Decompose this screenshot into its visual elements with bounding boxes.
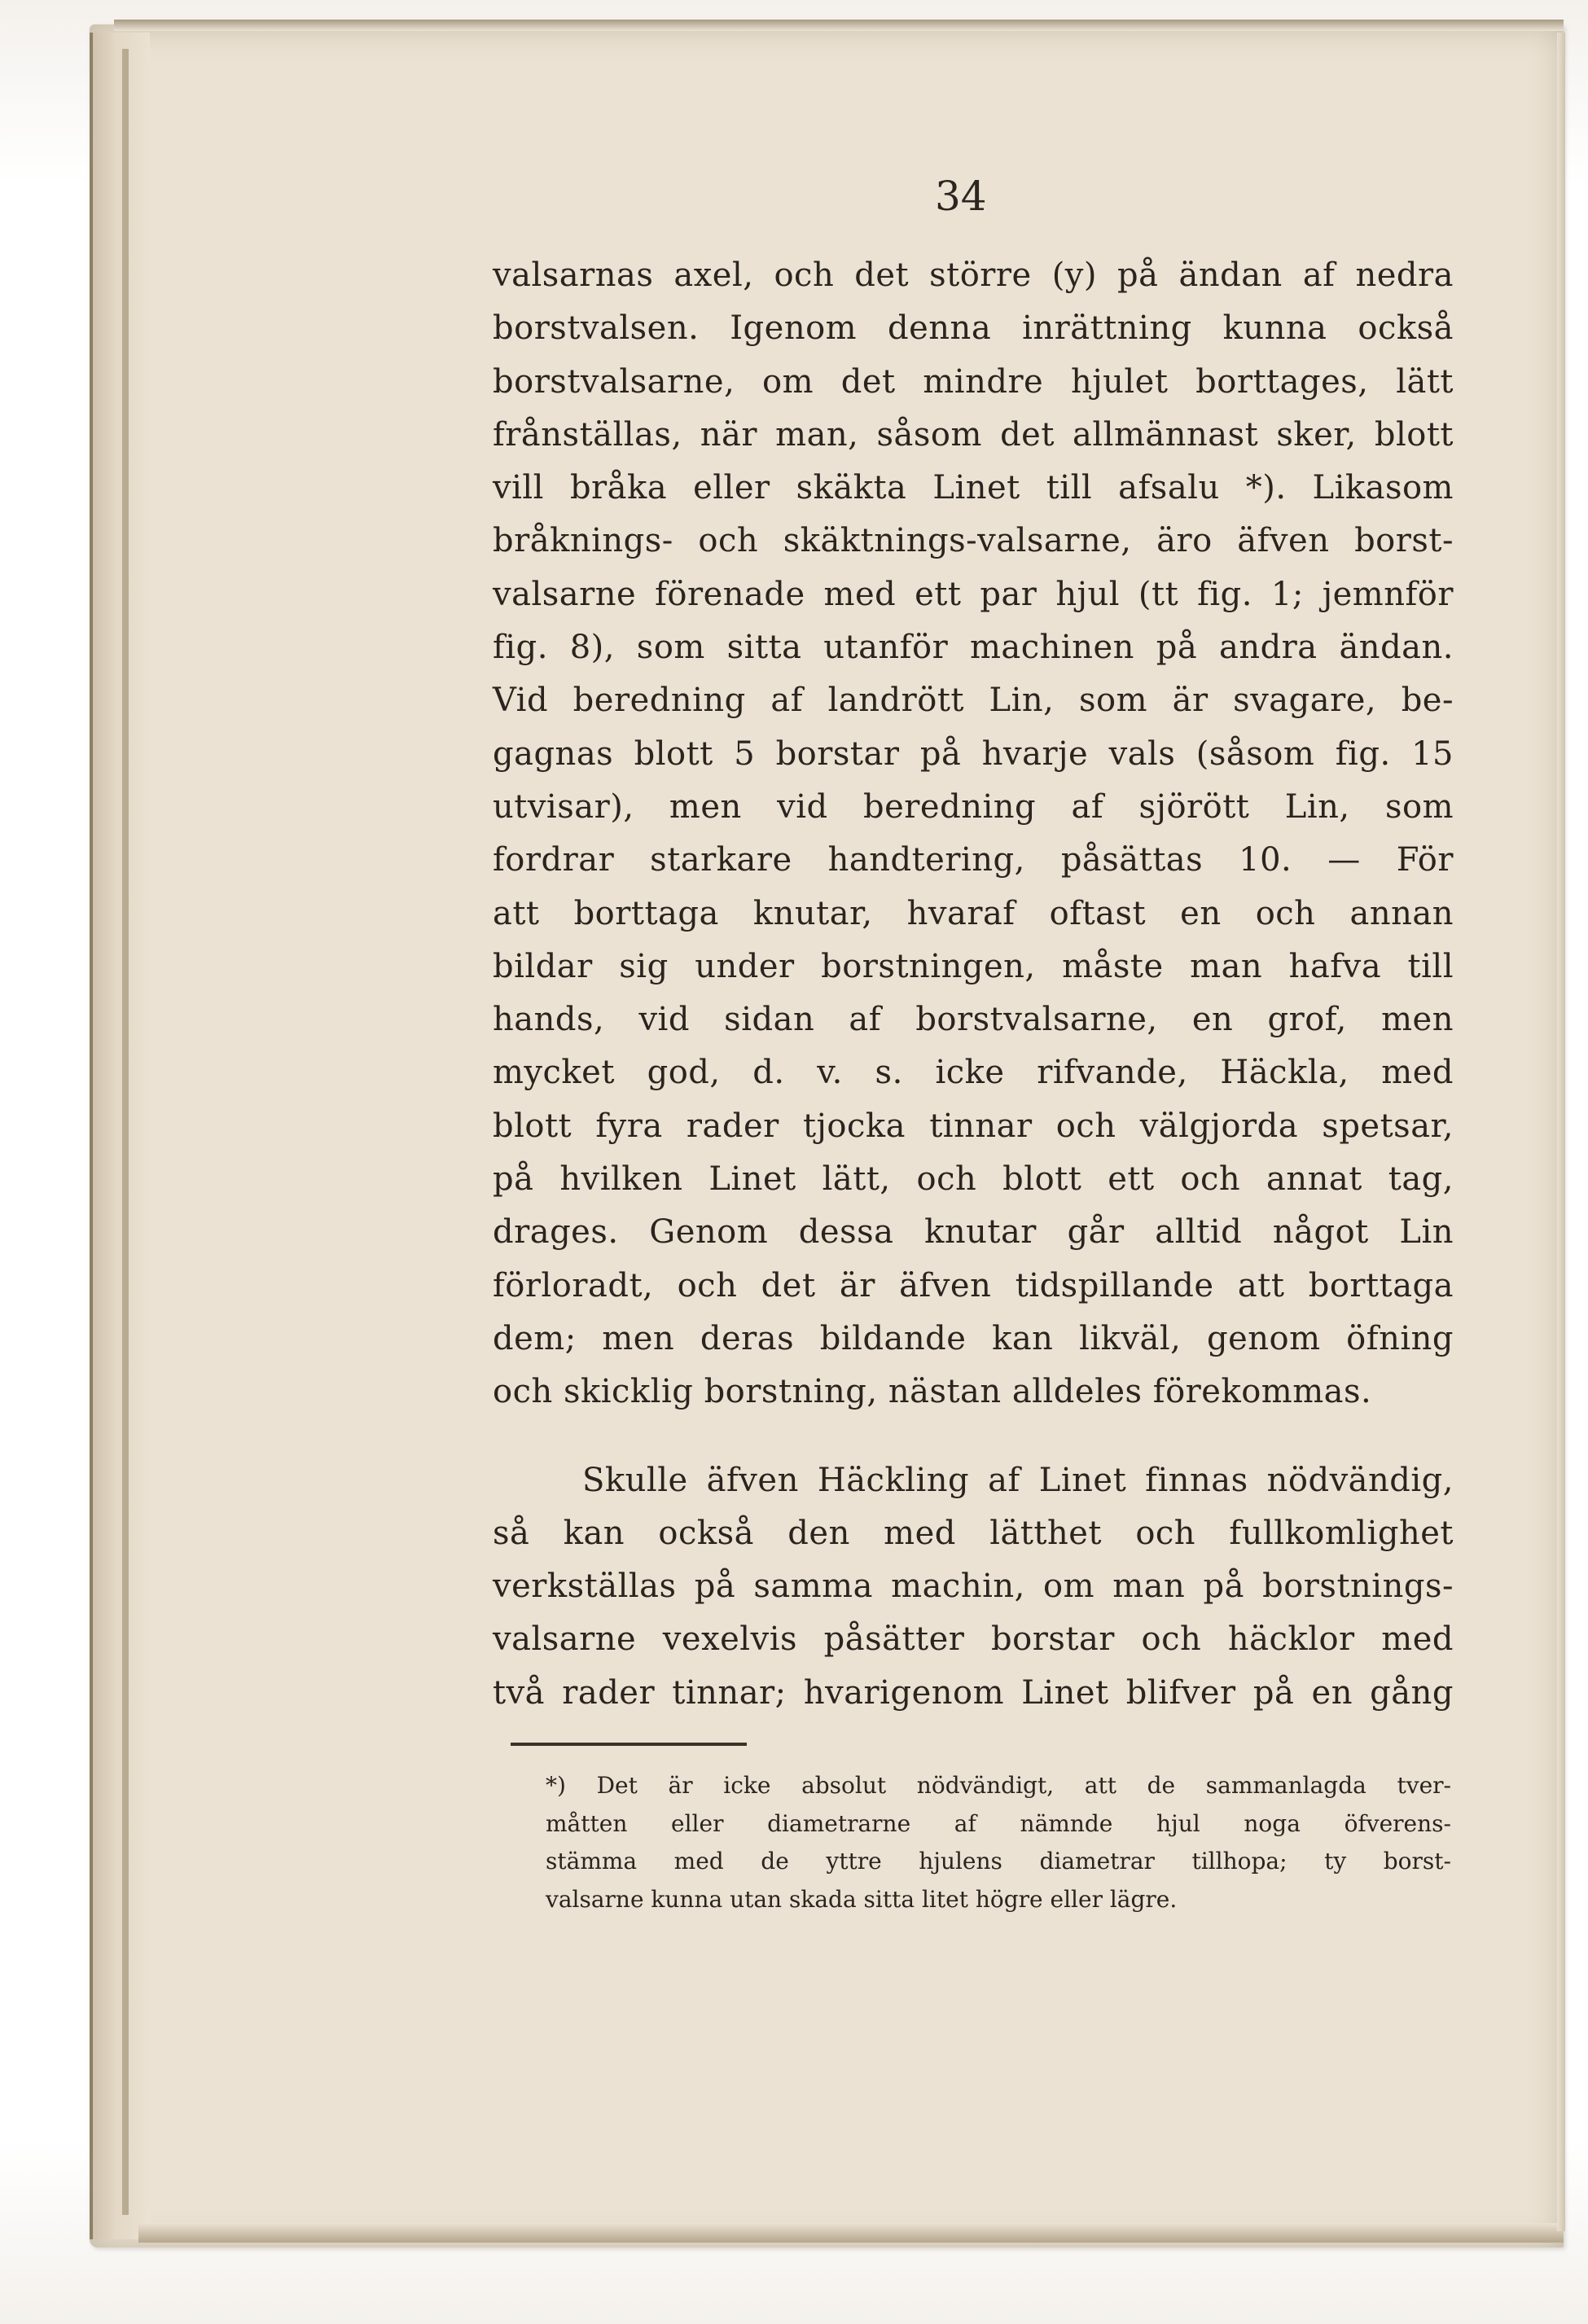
text-line: på hvilken Linet lätt, och blott ett och annat tag, — [493, 1160, 1454, 1199]
text-line: valsarne vexelvis påsätter borstar och häcklor med — [493, 1620, 1454, 1659]
text-line: vill bråka eller skäkta Linet till afsalu *). Likasom — [493, 469, 1454, 507]
footnote-line: *) Det är icke absolut nödvändigt, att de sammanlagda tver- — [546, 1772, 1451, 1799]
footnote — [546, 1767, 1451, 1918]
text-line: verkställas på samma machin, om man på borstnings- — [493, 1568, 1454, 1606]
footnote-line: stämma med de yttre hjulens diametrar tillhopa; ty borst- — [546, 1848, 1451, 1875]
binding-fold — [122, 49, 129, 2215]
footnote-rule — [511, 1743, 747, 1746]
text-line: valsarnas axel, och det större (y) på ändan af nedra — [493, 257, 1454, 294]
text-line: mycket god, d. v. s. icke rifvande, Häckla, med — [493, 1054, 1454, 1092]
text-line: bildar sig under borstningen, måste man hafva till — [493, 947, 1454, 985]
page-bottom-edge — [138, 2223, 1564, 2243]
text-line: dem; men deras bildande kan likväl, genom öfning — [493, 1319, 1454, 1357]
text-line: borstvalsen. Igenom denna inrättning kunna också — [493, 309, 1454, 348]
paragraph-2 — [493, 1454, 1454, 1720]
body-text — [493, 249, 1454, 1720]
text-line: frånställas, när man, såsom det allmännast sker, blott — [493, 415, 1454, 454]
text-line: förloradt, och det är äfven tidspillande att borttaga — [493, 1266, 1454, 1305]
text-line: och skicklig borstning, nästan alldeles förekommas. — [493, 1373, 1372, 1411]
text-line: två rader tinnar; hvarigenom Linet blifver på en gång — [493, 1673, 1454, 1712]
text-line: bråknings- och skäktnings-valsarne, äro äfven borst- — [493, 522, 1454, 560]
text-line: fig. 8), som sitta utanför machinen på andra ändan. — [493, 629, 1454, 667]
text-line: att borttaga knutar, hvaraf oftast en och annan — [493, 894, 1454, 932]
text-line: Skulle äfven Häckling af Linet finnas nödvändig, — [582, 1461, 1454, 1499]
text-line: drages. Genom dessa knutar går alltid något Lin — [493, 1213, 1454, 1252]
page-right-edge — [1557, 33, 1565, 2231]
text-line: utvisar), men vid beredning af sjörött Lin, som — [493, 787, 1454, 826]
page-top-edge — [114, 20, 1564, 31]
page-number: 34 — [935, 173, 987, 220]
paragraph-1 — [493, 249, 1454, 1419]
text-line: fordrar starkare handtering, påsättas 10. — För — [493, 841, 1454, 879]
text-line: Vid beredning af landrött Lin, som är svagare, be- — [493, 682, 1454, 720]
text-line: blott fyra rader tjocka tinnar och välgjorda spetsar, — [493, 1107, 1454, 1145]
text-line: valsarne förenade med ett par hjul (tt fig. 1; jemnför — [493, 575, 1454, 613]
footnote-line: måtten eller diametrarne af nämnde hjul noga öfverens- — [546, 1809, 1451, 1837]
text-line: borstvalsarne, om det mindre hjulet borttages, lätt — [493, 362, 1454, 401]
footnote-line: valsarne kunna utan skada sitta litet högre eller lägre. — [546, 1885, 1178, 1913]
text-line: gagnas blott 5 borstar på hvarje vals (såsom fig. 15 — [493, 734, 1454, 773]
binding-edge — [90, 33, 150, 2239]
text-line: hands, vid sidan af borstvalsarne, en grof, men — [493, 1001, 1454, 1039]
text-line: så kan också den med lätthet och fullkomlighet — [493, 1514, 1454, 1552]
